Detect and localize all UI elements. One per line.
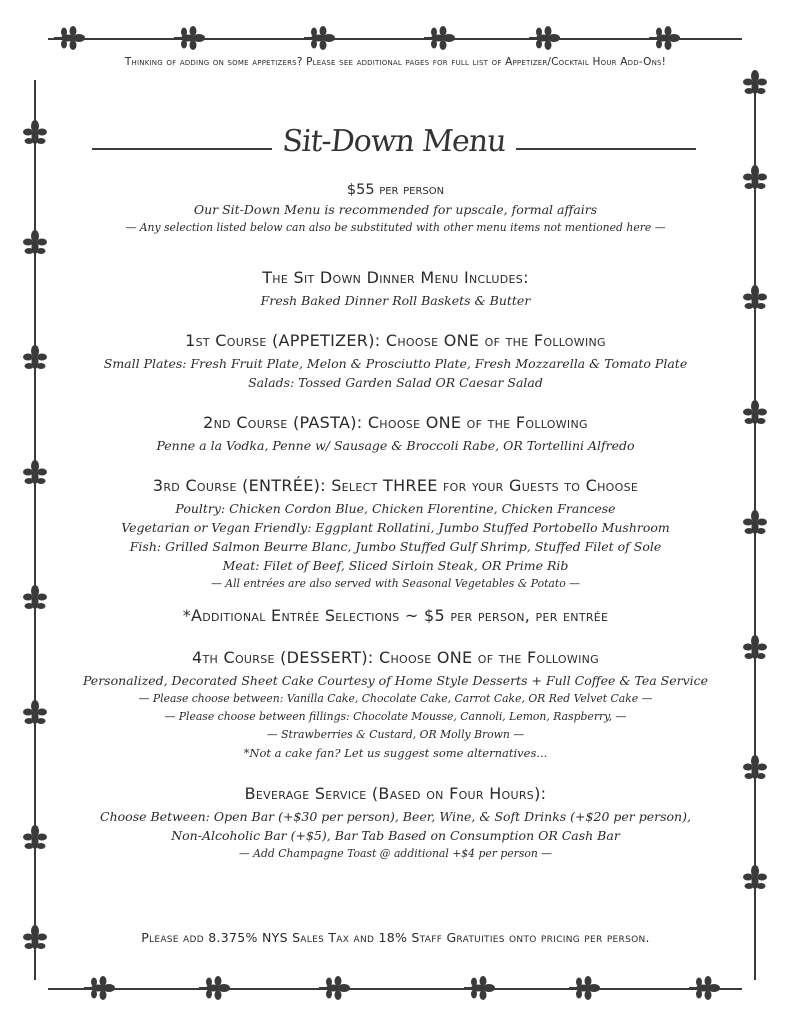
fleur-ornament-icon [738,283,772,317]
fleur-ornament-icon [18,228,52,262]
course4-alt: *Not a cake fan? Let us suggest some alternatives... [243,746,548,760]
fleur-ornament-icon [83,971,117,1005]
fleur-ornament-icon [568,971,602,1005]
fleur-ornament-icon [738,163,772,197]
fleur-ornament-icon [738,863,772,897]
course3-item: Poultry: Chicken Cordon Blue, Chicken Florentine, Chicken Francese [175,501,616,516]
course3-section [60,475,731,593]
fleur-ornament-icon [738,68,772,102]
menu-content [60,182,731,863]
course1-section [60,330,731,392]
course1-heading: 1st Course (APPETIZER): Choose ONE of the Following [185,331,606,350]
fleur-ornament-icon [18,118,52,152]
fleur-ornament-icon [18,343,52,377]
fleur-ornament-icon [738,753,772,787]
course4-item: Personalized, Decorated Sheet Cake Courtesy of Home Style Desserts + Full Coffee & Tea Service [82,673,709,688]
page-title: Sit-Down Menu [280,124,508,159]
fleur-ornament-icon [18,698,52,732]
beverage-section [60,783,731,863]
beverage-item: Choose Between: Open Bar (+$30 per person), Beer, Wine, & Soft Drinks (+$20 per person), [100,809,691,824]
fleur-ornament-icon [528,21,562,55]
beverage-item: Non-Alcoholic Bar (+$5), Bar Tab Based on Consumption OR Cash Bar [171,828,620,843]
course3-item: Meat: Filet of Beef, Sliced Sirloin Steak, OR Prime Rib [222,558,569,573]
fleur-ornament-icon [463,971,497,1005]
course3-item: Vegetarian or Vegan Friendly: Eggplant Rollatini, Jumbo Stuffed Portobello Mushroom [121,520,670,535]
course4-note: — Strawberries & Custard, OR Molly Brown — [266,728,525,741]
course4-heading: 4th Course (DESSERT): Choose ONE of the Following [192,648,599,667]
fleur-ornament-icon [738,508,772,542]
course3-note: — All entrées are also served with Seasonal Vegetables & Potato — [211,577,580,590]
border-top-line [48,38,742,40]
course3-item: Fish: Grilled Salmon Beurre Blanc, Jumbo Stuffed Gulf Shrimp, Stuffed Filet of Sole [129,539,662,554]
fleur-ornament-icon [738,398,772,432]
includes-heading: The Sit Down Dinner Menu Includes: [262,268,529,287]
course4-note: — Please choose between: Vanilla Cake, Chocolate Cake, Carrot Cake, OR Red Velvet Cake — [138,692,653,705]
fleur-ornament-icon [173,21,207,55]
course4-note: — Please choose between fillings: Chocolate Mousse, Cannoli, Lemon, Raspberry, — [164,710,627,723]
course2-item: Penne a la Vodka, Penne w/ Sausage & Broccoli Rabe, OR Tortellini Alfredo [156,438,635,453]
course1-item: Salads: Tossed Garden Salad OR Caesar Salad [248,375,543,390]
fleur-ornament-icon [648,21,682,55]
substitution-note: — Any selection listed below can also be substituted with other menu items not mentioned here — [125,221,666,234]
course2-section [60,412,731,455]
fleur-ornament-icon [738,633,772,667]
fleur-ornament-icon [303,21,337,55]
fleur-ornament-icon [18,458,52,492]
fleur-ornament-icon [18,823,52,857]
fleur-ornament-icon [423,21,457,55]
border-bottom-line [48,988,742,990]
fleur-ornament-icon [688,971,722,1005]
fleur-ornament-icon [198,971,232,1005]
tax-footer: Please add 8.375% NYS Sales Tax and 18% Staff Gratuities onto pricing per person. [141,930,650,945]
course2-heading: 2nd Course (PASTA): Choose ONE of the Following [203,413,588,432]
includes-item: Fresh Baked Dinner Roll Baskets & Butter [260,293,531,308]
additional-section [60,605,731,627]
beverage-note: — Add Champagne Toast @ additional +$4 per person — [238,847,553,860]
includes-section [60,267,731,310]
beverage-heading: Beverage Service (Based on Four Hours): [244,784,547,803]
tagline: Our Sit-Down Menu is recommended for upscale, formal affairs [193,202,598,217]
additional-entree-note: *Additional Entrée Selections ~ $5 per person, per entrée [182,606,609,625]
title-rule-right [516,148,696,150]
title-row [92,124,696,174]
course1-item: Small Plates: Fresh Fruit Plate, Melon & Prosciutto Plate, Fresh Mozzarella & Tomato Plate [103,356,688,371]
fleur-ornament-icon [53,21,87,55]
course4-section [60,647,731,763]
fleur-ornament-icon [18,583,52,617]
course3-heading: 3rd Course (ENTRÉE): Select THREE for your Guests to Choose [152,476,639,495]
top-note: Thinking of adding on some appetizers? Please see additional pages for full list of Appetizer/Cocktail Hour Add-Ons! [124,56,667,68]
price: $55 per person [346,182,445,198]
fleur-ornament-icon [318,971,352,1005]
